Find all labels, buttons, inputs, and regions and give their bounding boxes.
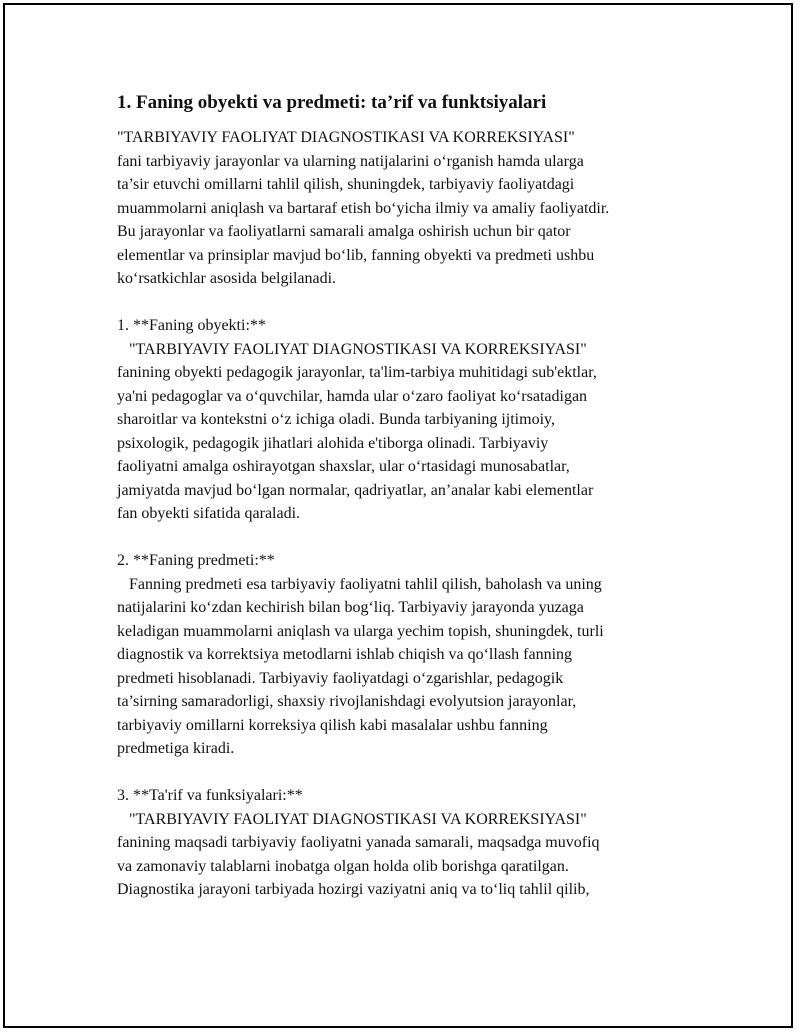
section-object <box>117 314 692 549</box>
text-line: koʻrsatkichlar asosida belgilanadi. <box>117 270 337 287</box>
text-line: fanining maqsadi tarbiyaviy faoliyatni yanada samarali, maqsadga muvofiq <box>117 834 600 851</box>
section-title: 3. **Ta'rif va funksiyalari:** <box>117 787 303 804</box>
paragraph-gap <box>117 291 692 315</box>
text-line: ta’sirning samaradorligi, shaxsiy rivojlanishdagi evolyutsion jarayonlar, <box>117 693 577 710</box>
text-line: tarbiyaviy omillarni korreksiya qilish kabi masalalar ushbu fanning <box>117 716 548 734</box>
text-line: predmeti hisoblanadi. Tarbiyaviy faoliyatdagi oʻzgarishlar, pedagogik <box>117 669 564 687</box>
text-line: diagnostik va korrektsiya metodlarni ishlab chiqish va qoʻllash fanning <box>117 646 573 663</box>
section-title: 1. **Faning obyekti:** <box>117 317 266 334</box>
text-line: fanining obyekti pedagogik jarayonlar, ta'lim-tarbiya muhitidagi sub'ektlar, <box>117 364 597 381</box>
text-line: elementlar va prinsiplar mavjud boʻlib, fanning obyekti va predmeti ushbu <box>117 246 595 264</box>
document-heading: 1. Faning obyekti va predmeti: ta’rif va funktsiyalari <box>117 92 547 113</box>
text-line: faoliyatni amalga oshirayotgan shaxslar, ular oʻrtasidagi munosabatlar, <box>117 458 570 475</box>
text-line: sharoitlar va kontekstni oʻz ichiga oladi. Bunda tarbiyaning ijtimoiy, <box>117 411 555 428</box>
text-line: predmetiga kiradi. <box>117 740 235 757</box>
paragraph-gap <box>117 761 692 785</box>
text-line: Diagnostika jarayoni tarbiyada hozirgi vaziyatni aniq va toʻliq tahlil qilib, <box>117 881 590 898</box>
text-line: "TARBIYAVIY FAOLIYAT DIAGNOSTIKASI VA KORREKSIYASI" <box>129 340 587 358</box>
text-line: natijalarini koʻzdan kechirish bilan bogʻliq. Tarbiyaviy jarayonda yuzaga <box>117 599 584 616</box>
text-line: fan obyekti sifatida qaraladi. <box>117 505 301 522</box>
text-line: va zamonaviy talablarni inobatga olgan holda olib borishga qaratilgan. <box>117 857 569 875</box>
text-line: keladigan muammolarni aniqlash va ularga yechim topish, shuningdek, turli <box>117 622 604 640</box>
text-line: muammolarni aniqlash va bartaraf etish boʻyicha ilmiy va amaliy faoliyatdir. <box>117 199 610 217</box>
section-title: 2. **Faning predmeti:** <box>117 552 275 569</box>
text-line: fani tarbiyaviy jarayonlar va ularning natijalarini oʻrganish hamda ularga <box>117 152 584 170</box>
intro-paragraph <box>117 126 692 314</box>
text-line: jamiyatda mavjud boʻlgan normalar, qadriyatlar, an’analar kabi elementlar <box>117 481 594 499</box>
section-subject <box>117 549 692 784</box>
text-line: Fanning predmeti esa tarbiyaviy faoliyatni tahlil qilish, baholash va uning <box>129 575 602 593</box>
text-line: "TARBIYAVIY FAOLIYAT DIAGNOSTIKASI VA KORREKSIYASI" <box>129 810 587 828</box>
section-definition <box>117 784 692 902</box>
text-line: psixologik, pedagogik jihatlari alohida e'tiborga olinadi. Tarbiyaviy <box>117 434 549 452</box>
document-body <box>117 90 692 902</box>
text-line: ta’sir etuvchi omillarni tahlil qilish, shuningdek, tarbiyaviy faoliyatdagi <box>117 176 575 193</box>
text-line: "TARBIYAVIY FAOLIYAT DIAGNOSTIKASI VA KORREKSIYASI" <box>117 129 575 146</box>
text-line: ya'ni pedagoglar va oʻquvchilar, hamda ular oʻzaro faoliyat koʻrsatadigan <box>117 387 588 405</box>
paragraph-gap <box>117 526 692 550</box>
text-line: Bu jarayonlar va faoliyatlarni samarali amalga oshirish uchun bir qator <box>117 223 571 240</box>
